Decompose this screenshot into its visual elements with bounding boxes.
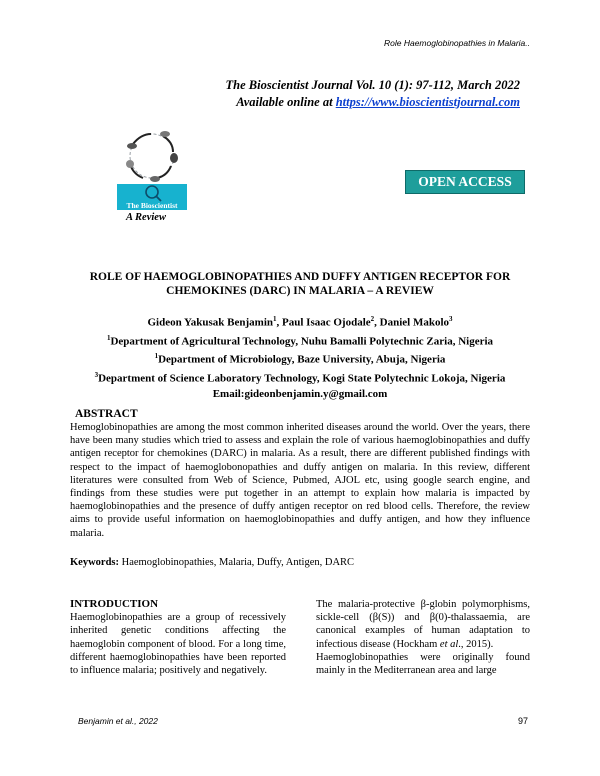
affiliation-1-sup: 1 (106, 333, 111, 342)
author-1: Gideon Yakusak Benjamin (147, 316, 274, 329)
journal-logo (113, 122, 191, 212)
author-1-sup: 1 (273, 315, 277, 323)
author-list (70, 312, 530, 331)
affiliation-3-text: Department of Science Laboratory Technology, Kogi State Polytechnic Lokoja, Nigeria (98, 372, 506, 385)
abstract-body: Hemoglobinopathies are among the most common inherited diseases around the world. Over the years, there have been many studies which tried to assess and explain the role of various haemoglobinopathies and duffy antigen receptor for chemokines (DARC) in malaria. As a result, there are different published findings with respect to the impact of haemoglobonopathies and duffy antigen on malaria. In this review, different literatures were consulted from Web of Science, Pubmed, AJOL etc, using google search engine, and findings from these studies were put together in an attempt to explain how malaria is impacted by haemoglobinopathies and the presence of duffy antigen receptor on red blood cells. Therefore, the review aims to provide useful information on haemoglobinopathies and duffy antigen, and how they influence malaria. (70, 422, 530, 539)
open-access-badge: OPEN ACCESS (405, 170, 525, 194)
bioscientist-cycle-logo-icon (113, 122, 191, 212)
affiliation-1-text: Department of Agricultural Technology, Nuhu Bamalli Polytechnic Zaria, Nigeria (110, 335, 494, 348)
left-column (70, 598, 286, 677)
author-3: , Daniel Makolo (374, 316, 450, 329)
logo-text: The Bioscientist (126, 201, 178, 210)
article-title: ROLE OF HAEMOGLOBINOPATHIES AND DUFFY ANTIGEN RECEPTOR FOR CHEMOKINES (DARC) IN MALARIA – A REVIEW (89, 271, 511, 297)
right-p1-citation-end: ., 2015). (458, 638, 494, 650)
right-column (316, 598, 530, 677)
affiliation-3 (70, 368, 530, 387)
online-prefix: Available online at (236, 95, 336, 109)
article-type: A Review (126, 212, 166, 223)
right-p1-text: The malaria-protective β-globin polymorphisms, sickle-cell (β(S)) and β(0)-thalassaemia, are canonical examples of human adaptation to infectious disease (Hockham (316, 599, 530, 650)
author-2: , Paul Isaac Ojodale (276, 316, 371, 329)
affiliation-1 (70, 331, 530, 350)
right-paragraph-1 (316, 598, 530, 651)
affiliation-2 (70, 349, 530, 368)
author-block (70, 312, 530, 402)
affiliation-3-sup: 3 (94, 370, 99, 379)
author-3-sup: 3 (449, 315, 453, 323)
corresponding-email: Email:gideonbenjamin.y@gmail.com (212, 387, 388, 400)
footer-citation: Benjamin et al., 2022 (78, 716, 158, 726)
introduction-heading: INTRODUCTION (70, 598, 159, 610)
right-p1-etal: et al (439, 638, 459, 650)
keywords-line (70, 557, 530, 568)
page-number: 97 (517, 716, 528, 726)
running-head: Role Haemoglobinopathies in Malaria.. (384, 38, 530, 48)
right-paragraph-2: Haemoglobinopathies were originally found mainly in the Mediterranean area and large (316, 651, 530, 677)
affiliation-2-sup: 1 (154, 352, 159, 361)
introduction-body: Haemoglobinopathies are a group of recessively inherited genetic conditions affecting the haemoglobin component of blood. For a long time, different haemoglobinopathies have been reported to influence malaria; positively and negatively. (70, 612, 286, 677)
keywords-value: Haemoglobinopathies, Malaria, Duffy, Antigen, DARC (119, 557, 355, 568)
journal-url-link[interactable]: https://www.bioscientistjournal.com (335, 95, 520, 109)
journal-citation: The Bioscientist Journal Vol. 10 (1): 97-112, March 2022 (225, 78, 520, 92)
affiliation-2-text: Department of Microbiology, Baze University, Abuja, Nigeria (158, 353, 446, 366)
online-availability (236, 95, 520, 110)
author-2-sup: 2 (370, 315, 375, 323)
keywords-label: Keywords: (70, 557, 119, 568)
abstract-heading: ABSTRACT (75, 408, 138, 420)
